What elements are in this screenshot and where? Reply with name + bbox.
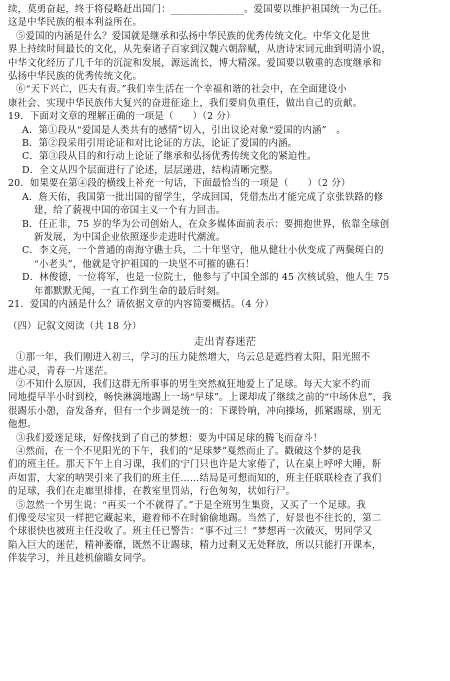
question-21: 21．爱国的内涵是什么？请依据文章的内容简要概括。（4 分） [8, 298, 274, 310]
text-line: ⑥“天下兴亡，匹夫有责。”我们幸生活在一个幸福和谐的社会中，在全面建设小 [16, 84, 347, 96]
story-line: 他想。 [8, 419, 37, 431]
option-c-cont: “小老头”，他就是守护祖国的一块坚不可摧的礁石！ [34, 258, 255, 270]
option-a-cont: 建，给了藐视中国的帝国主义一个有力回击。 [34, 205, 226, 217]
story-title: 走出青春迷茫 [193, 336, 257, 348]
story-line: 陷入巨大的迷茫，精神萎靡，既然不让踢球，精力过剩又无处释放，所以只能打开课本， [8, 539, 382, 551]
question-20 [8, 177, 442, 298]
question-stem: 19．下面对文章的理解正确的一项是（ ）（2 分） [8, 111, 236, 123]
text-line: 续，莫勇奋起，终于将侵略赶出国门：_______________。爱国要以维护祖国统一为己任。 [8, 4, 388, 15]
option-d-cont: 年都默默无闻，一直工作到生命的最后时刻。 [34, 285, 226, 297]
story-line: 们的班主任。那天下午上自习课，我们的宁门只也许是大家倦了，认在桌上呼呼大睡，鼾 [8, 459, 382, 471]
text-line: 界上持续时间最长的文化，从先秦诸子百家到汉魏六朝辞赋，从唐诗宋词元曲到明清小说， [8, 44, 392, 56]
option-c: C．李文亮，一个普通的南海守礁士兵，二十年坚守，他从健壮小伙变成了两鬓斑白的 [22, 245, 384, 257]
story-line: ③我们爱迷足球，好像找到了自己的梦想：要为中国足球的腾飞而奋斗！ [16, 432, 323, 444]
text-line: 中华文化经历了几千年的沉淀和发展，源远流长，博大精深。爱国要以敬重的态度继承和 [8, 57, 382, 69]
story-line: 很踢乐小憩，奋发备弃，但有一个步调是统一的：下课铃响，冲向操场，抓紧踢球，别无 [8, 405, 382, 417]
option-b: B．任正非，75 岁的华为公司创始人，在众多媒体面前表示：要拥抱世界，依靠全球创 [22, 218, 390, 230]
story-line: ②不知什么原因，我们这群无所事事的男生突然疯狂地爱上了足球。每天大家不约而 [16, 378, 371, 390]
story-line: 声如雷，大家的呐哭引来了我们的班主任……结局是可想而知的，班主任联联检查了我们 [8, 472, 382, 484]
text-line: 这是中华民族的根本利益所在。 [8, 17, 143, 29]
option-c: C．第③段从目的和行动上论证了继承和弘扬优秀传统文化的紧迫性。 [22, 151, 317, 163]
question-19 [8, 110, 442, 177]
option-a: A．詹天佑，我国第一批出国的留学生，学成回国，凭借杰出才能完成了京张铁路的修 [22, 191, 384, 203]
story-line: 伴装学习，并且趁机偷瞄女同学。 [8, 553, 152, 565]
top-continuation [8, 3, 442, 30]
story-line: 同地提早半小时到校，畅快淋漓地踢上一场“早球”。上课却成了继续之前的“中场休息”，我 [8, 392, 392, 404]
story-line: 的足球，我们在走廊里排排，在教室里罚站，行色匆匆，状如行尸。 [8, 486, 296, 498]
story-line: ④然而，在一个不见阳光的下午，我们的“足球梦”戛然而止了。戳破这个梦的是我 [16, 446, 362, 457]
paragraph-6 [8, 83, 442, 110]
text-line: ⑤爱国的内涵是什么？爱国就是继承和弘扬中华民族的优秀传统文化。中华文化是世 [16, 30, 371, 42]
text-line: 康社会、实现中华民族伟大复兴的奋进征途上，我们要肩负重任，做出自己的贡献。 [8, 97, 363, 109]
story-body [8, 351, 442, 566]
option-b: B．第②段采用引用论证和对比论证的方法，论证了爱国的内涵。 [22, 138, 298, 150]
story-line: ①那一年，我们刚进入初三，学习的压力陡然增大，乌云总是遮挡着太阳，阳光照不 [16, 352, 371, 364]
story-line: 个球很快也被班主任没收了。班主任已警告：“事不过三！”梦想再一次破灭，男同学又 [8, 526, 373, 538]
question-stem: 20．如果要在第④段的横线上补充一句话，下面最恰当的一项是（ ）（2 分） [8, 178, 351, 190]
paragraph-5 [8, 30, 442, 84]
text-line: 弘扬中华民族的优秀传统文化。 [8, 71, 143, 83]
story-line: ⑤忽然一个男生说：“再买一个不就得了。”于是全班男生集资，又买了一个足球。我 [16, 499, 366, 511]
section-header: （四）记叙文阅读（共 18 分） [8, 321, 142, 333]
option-b-cont: 新发展，为中国企业依照逐步走进时代潮流。 [34, 231, 226, 243]
option-d: D．全文从四个层面进行了论述，层层递进，结构清晰完整。 [22, 164, 279, 176]
story-line: 们像受尽宝贝一样把它藏起来，避着师不在时偷偷地踢。当然了，好景也不往长的，第二 [8, 513, 382, 525]
option-d: D．林俊德，一位将军，也是一位院士，他参与了中国全部的 45 次核试验，他人生 75 [22, 272, 390, 284]
option-a: A．第①段从“爱国是人类共有的感情”切入，引出议论对象“爱国的内涵” 。 [22, 124, 346, 136]
story-line: 进心灵，青春一片迷茫。 [8, 365, 114, 377]
